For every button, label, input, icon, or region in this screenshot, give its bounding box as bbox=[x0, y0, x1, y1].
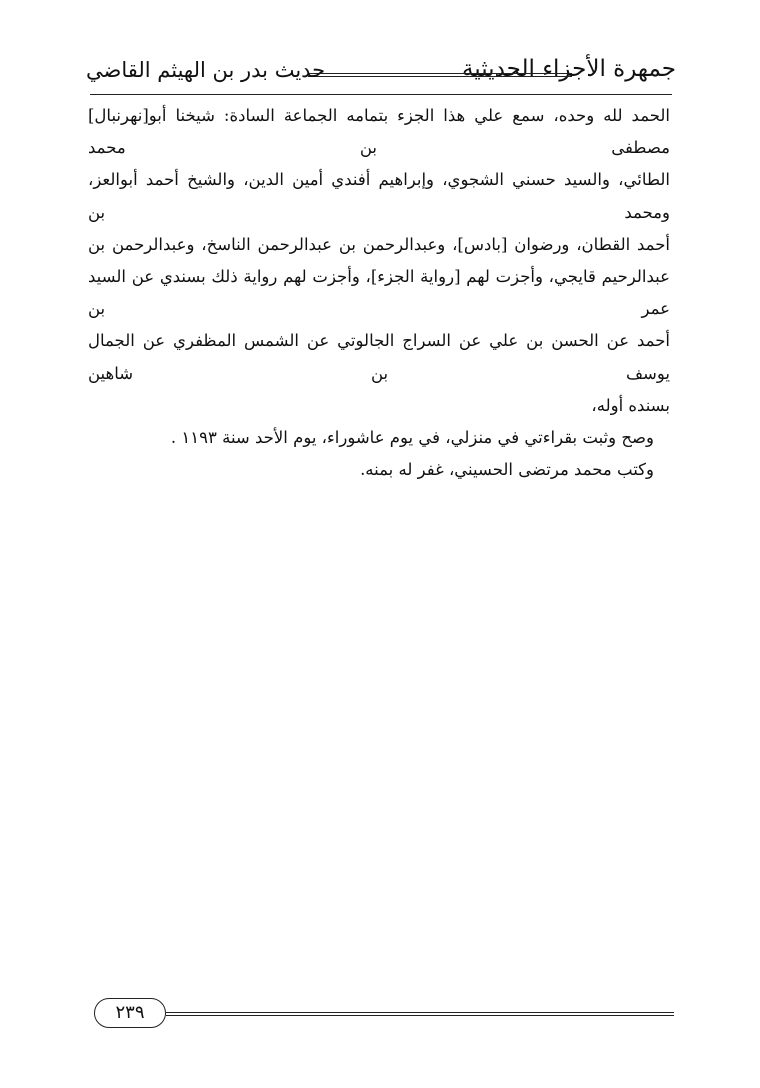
text-line-3: أحمد القطان، ورضوان [بادس]، وعبدالرحمن بن عبدالرحمن الناسخ، وعبدالرحمن بن bbox=[88, 234, 670, 254]
signature-line: وكتب محمد مرتضى الحسيني، غفر له بمنه. bbox=[360, 460, 654, 480]
page-footer bbox=[80, 996, 680, 1036]
text-line-5: أحمد عن الحسن بن علي عن السراج الجالوتي عن الشمس المظفري عن الجمال يوسف بن شاهين bbox=[88, 331, 670, 383]
book-title: جمهرة الأجزاء الحديثية bbox=[461, 56, 676, 82]
date-line: وصح وثبت بقراءتي في منزلي، في يوم عاشوراء، يوم الأحد سنة ١١٩٣ . bbox=[170, 428, 654, 448]
header-underline bbox=[90, 94, 672, 95]
text-line-6: بسنده أوله، bbox=[591, 395, 670, 415]
section-title: حديث بدر بن الهيثم القاضي bbox=[86, 58, 326, 82]
running-header bbox=[86, 52, 676, 92]
header-double-rule bbox=[308, 73, 572, 77]
text-line-2: الطائي، والسيد حسني الشجوي، وإبراهيم أفندي أمين الدين، والشيخ أحمد أبوالعز، ومحمد بن bbox=[88, 170, 670, 222]
footer-double-rule bbox=[166, 1012, 674, 1016]
page-number: ٢٣٩ bbox=[94, 998, 166, 1028]
body-text bbox=[88, 100, 670, 486]
text-line-4: عبدالرحيم قايجي، وأجزت لهم [رواية الجزء]، وأجزت لهم رواية ذلك بسندي عن السيد عمر بن bbox=[88, 267, 670, 319]
text-line-1: الحمد لله وحده، سمع علي هذا الجزء بتمامه الجماعة السادة: شيخنا أبو[نهرنبال] مصطفى بن محمد bbox=[88, 106, 670, 158]
